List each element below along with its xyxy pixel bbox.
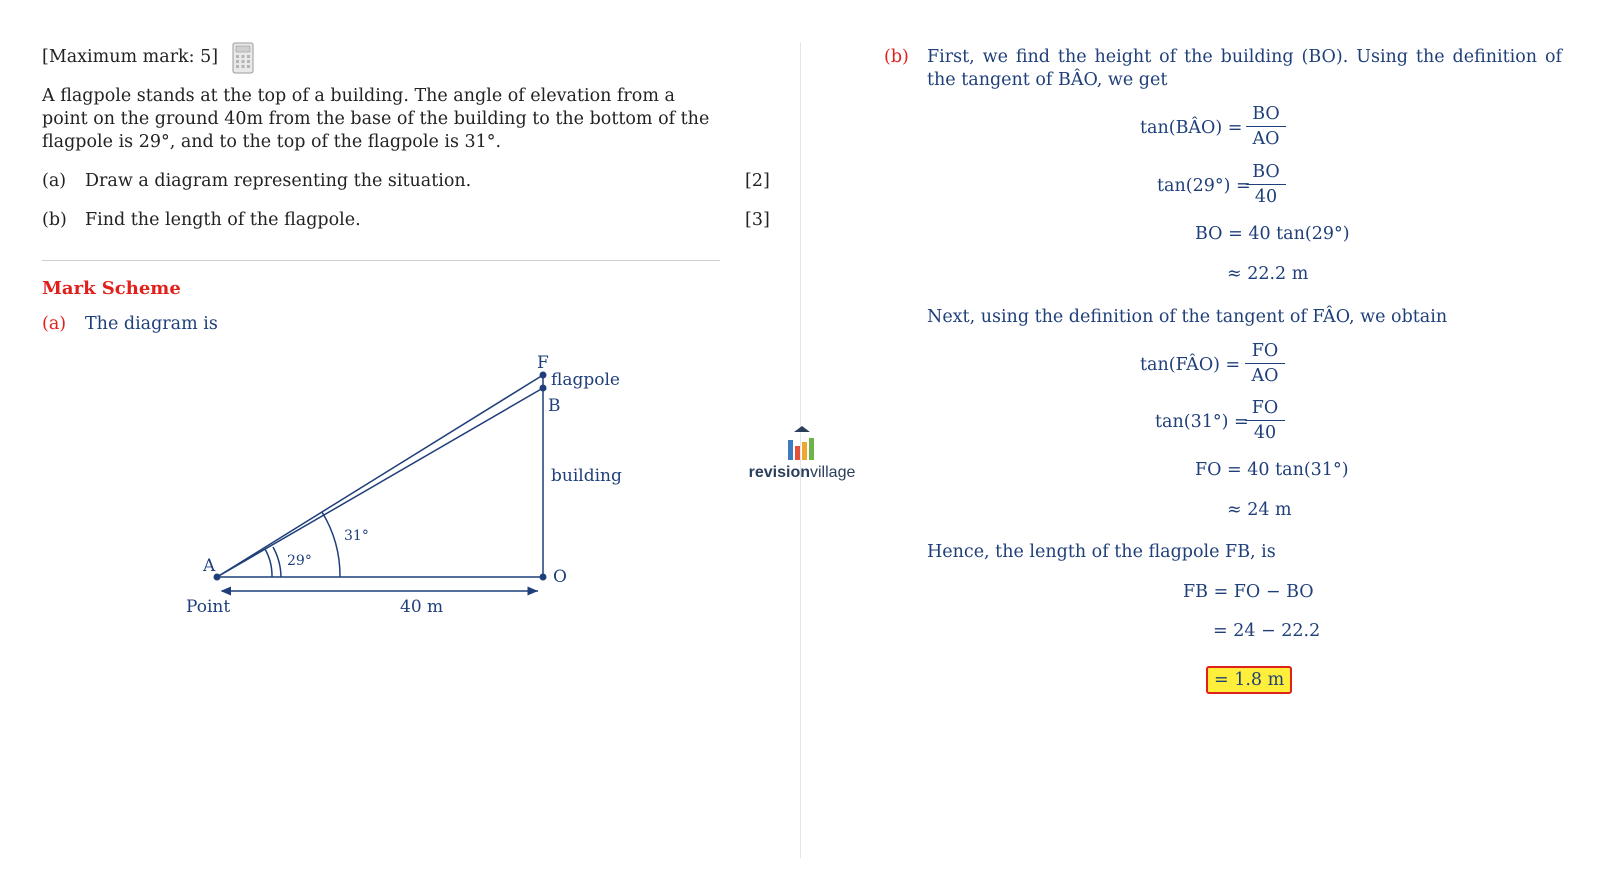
- label-B: B: [548, 396, 561, 416]
- ms-part-a-label: (a): [42, 314, 67, 334]
- eq3: BO = 40 tan(29°): [1195, 224, 1350, 244]
- part-b-label: (b): [42, 210, 67, 230]
- eq4: ≈ 22.2 m: [1227, 264, 1309, 284]
- eq9: FB = FO − BO: [1183, 582, 1314, 602]
- eq1-fraction: [1246, 104, 1286, 149]
- label-point: Point: [186, 597, 231, 617]
- line-of-sight-B: [217, 388, 543, 577]
- hence-text: Hence, the length of the flagpole FB, is: [927, 542, 1276, 562]
- eq7: FO = 40 tan(31°): [1195, 460, 1349, 480]
- eq8: ≈ 24 m: [1227, 500, 1292, 520]
- label-distance: 40 m: [400, 597, 444, 617]
- eq2-lhs: tan(29°) =: [1157, 176, 1251, 196]
- eq1-lhs: tan(BÂO) =: [1140, 118, 1243, 138]
- eq2-den: 40: [1254, 187, 1278, 207]
- part-a-text: Draw a diagram representing the situation.: [85, 171, 472, 191]
- line-of-sight-F: [217, 375, 543, 577]
- angle-arc-31: [322, 512, 340, 577]
- logo-icon: [742, 424, 862, 462]
- label-angle-29: 29°: [287, 553, 312, 569]
- part-b-text: Find the length of the flagpole.: [85, 210, 361, 230]
- label-angle-31: 31°: [344, 528, 369, 544]
- label-A: A: [203, 556, 216, 576]
- eq5-lhs: tan(FÂO) =: [1140, 355, 1241, 375]
- point-O-dot: [540, 574, 547, 581]
- label-O: O: [553, 567, 567, 587]
- eq1-num: BO: [1246, 104, 1286, 127]
- eq5-den: AO: [1251, 366, 1279, 386]
- eq2-num: BO: [1246, 162, 1286, 185]
- part-b-marks: [3]: [745, 210, 770, 230]
- label-building: building: [551, 466, 622, 486]
- eq10: = 24 − 22.2: [1213, 621, 1321, 641]
- eq1-den: AO: [1252, 129, 1280, 149]
- part-a-marks: [2]: [745, 171, 770, 191]
- next-text: Next, using the definition of the tangent of FÂO, we obtain: [927, 307, 1448, 327]
- part-a-label: (a): [42, 171, 67, 191]
- eq6-lhs: tan(31°) =: [1155, 412, 1249, 432]
- question-stem: A flagpole stands at the top of a building. The angle of elevation from a point on the ground 40m from the base of the building to the bottom of the flagpole is 29°, and to the top of the flagpole is 31°.: [42, 86, 710, 152]
- eq5-fraction: [1245, 341, 1285, 386]
- final-answer: = 1.8 m: [1206, 666, 1292, 694]
- label-F: F: [537, 353, 549, 373]
- point-B-dot: [540, 385, 547, 392]
- max-mark: [Maximum mark: 5]: [42, 47, 219, 67]
- eq5-num: FO: [1245, 341, 1285, 364]
- triangle-diagram: [0, 340, 760, 630]
- angle-arc-29: [265, 549, 272, 577]
- logo-text-light: village: [810, 464, 856, 481]
- ms-part-b-intro: First, we find the height of the building (BO). Using the definition of the tangent of BÂO, we get: [927, 47, 1562, 90]
- ms-part-b-label: (b): [884, 47, 909, 67]
- ms-part-a-text: The diagram is: [85, 314, 218, 334]
- eq2-fraction: [1246, 162, 1286, 207]
- label-flagpole: flagpole: [551, 370, 620, 390]
- eq6-fraction: [1245, 398, 1285, 443]
- eq6-num: FO: [1245, 398, 1285, 421]
- angle-arc-29b: [273, 547, 281, 577]
- revisionvillage-logo: [742, 424, 862, 484]
- calculator-icon: [232, 42, 254, 74]
- eq6-den: 40: [1253, 423, 1277, 443]
- mark-scheme-heading: Mark Scheme: [42, 278, 181, 299]
- section-divider: [42, 260, 720, 261]
- logo-text-bold: revision: [748, 464, 810, 481]
